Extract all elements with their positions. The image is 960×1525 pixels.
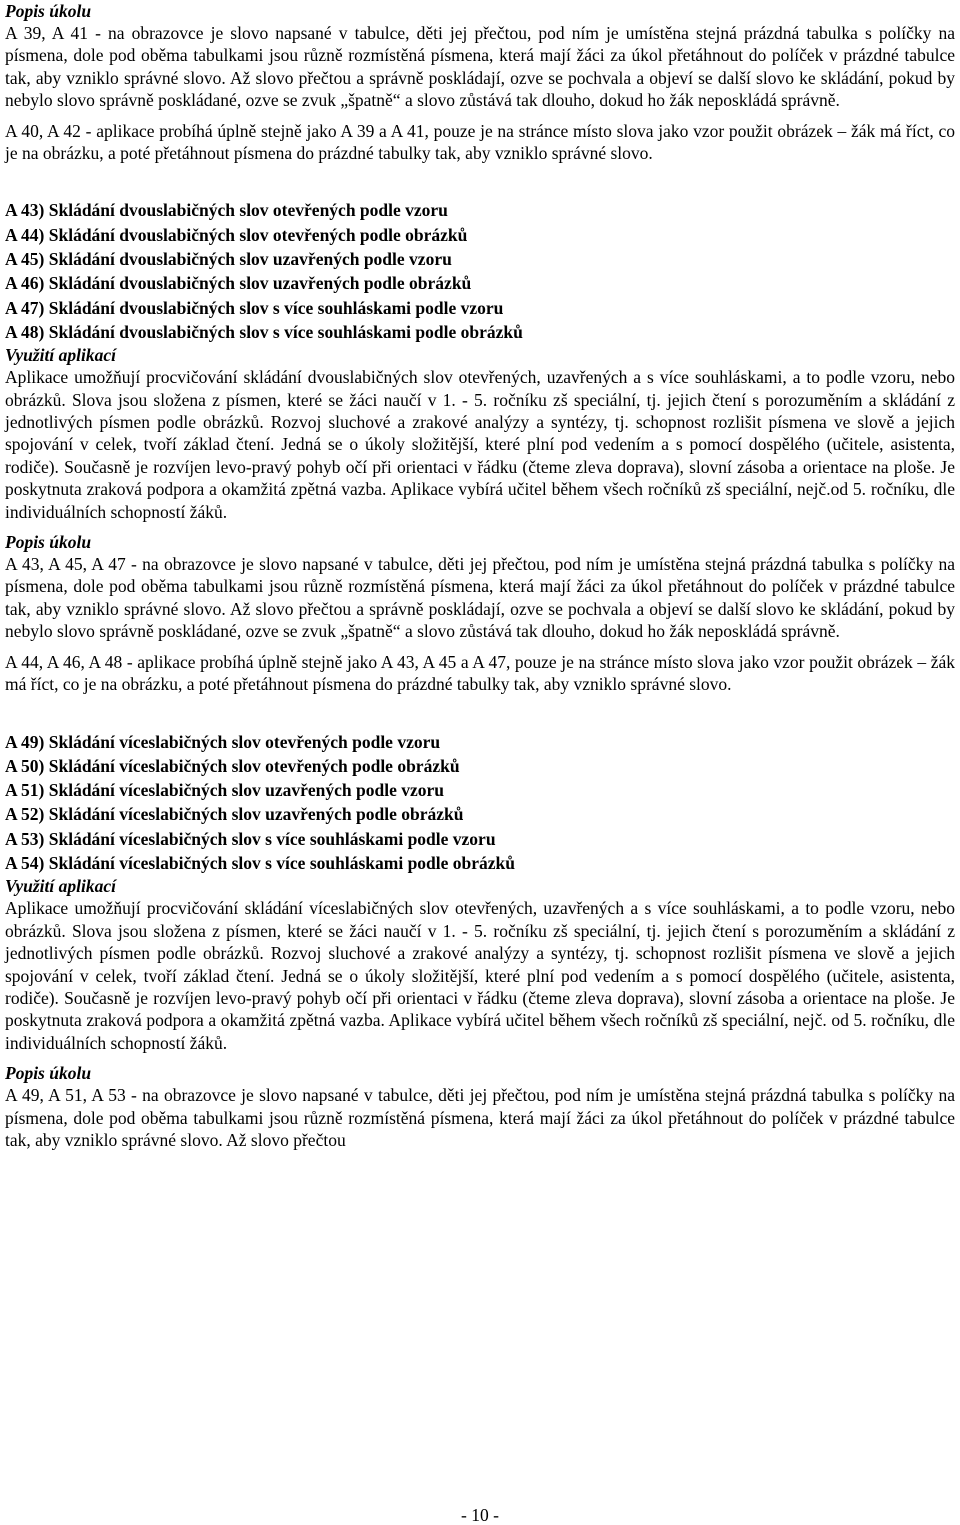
- task-description-heading: Popis úkolu: [5, 1063, 92, 1084]
- spacer: [5, 523, 955, 531]
- task-description-heading: Popis úkolu: [5, 1, 92, 21]
- application-list: [5, 198, 955, 344]
- application-title: A 43) Skládání dvouslabičných slov otevřených podle vzoru: [5, 200, 448, 221]
- spacer: [5, 1054, 955, 1062]
- application-title: A 47) Skládání dvouslabičných slov s více souhláskami podle vzoru: [5, 297, 504, 318]
- task-description-paragraph: A 44, A 46, A 48 - aplikace probíhá úplně stejně jako A 43, A 45 a A 47, pouze je na stránce místo slova jako vzor použit obrázek – žák má říct, co je na obrázku, a poté přetáhnout písmena do prázdné tabulky tak, aby vzniklo správné slovo.: [5, 651, 955, 695]
- application-title: A 52) Skládání víceslabičných slov uzavřených podle obrázků: [5, 804, 464, 825]
- usage-paragraph: Aplikace umožňují procvičování skládání dvouslabičných slov otevřených, uzavřených a s více souhláskami, a to podle vzoru, nebo obrázků. Slova jsou složena z písmen, které se žáci naučí v 1. - 5. ročníku zš speciální, tj. jejich čtení s porozuměním a skládání z jednotlivých písmen podle obrázků. Rozvoj sluchové a zrakové analýzy a syntézy, tj. schopnost rozlišit písmena ve slově a jejich spojování v celek, tvoří základ čtení. Jedná se o úkoly složitější, které plní pod vedením a s pomocí dospělého (učitele, asistenta, rodiče). Současně je rozvíjen levo-pravý pohyb očí při orientaci v řádku (čteme zleva doprava), slovní zásoba a orientace na ploše. Je poskytnuta zraková podpora a okamžitá zpětná vazba. Aplikace vybírá učitel během všech ročníků zš speciální, nejč.od 5. ročníku, dle individuálních schopností žáků.: [5, 367, 955, 522]
- spacer: [5, 696, 955, 730]
- usage-paragraph: Aplikace umožňují procvičování skládání víceslabičných slov otevřených, uzavřených a s více souhláskami, a to podle vzoru, nebo obrázků. Slova jsou složena z písmen, které se žáci naučí v 1. - 5. ročníku zš speciální, tj. jejich čtení s porozuměním a skládání z jednotlivých písmen podle obrázků. Rozvoj sluchové a zrakové analýzy a syntézy, tj. schopnost rozlišit písmena ve slově a jejich spojování v celek, tvoří základ čtení. Jedná se o úkoly složitější, které plní pod vedením a s pomocí dospělého (učitele, asistenta, rodiče). Současně je rozvíjen levo-pravý pohyb očí při orientaci v řádku (čteme zleva doprava), slovní zásoba a orientace na ploše. Je poskytnuta zraková podpora a okamžitá zpětná vazba. Aplikace vybírá učitel během všech ročníků zš speciální, nejč. od 5. ročníku, dle individuálních schopností žáků.: [5, 898, 955, 1053]
- task-description-paragraph: A 49, A 51, A 53 - na obrazovce je slovo napsané v tabulce, děti jej přečtou, pod ním je umístěna stejná prázdná tabulka s políčky na písmena, dole pod oběma tabulkami jsou různě rozmístěná písmena, která mají žáci za úkol přetáhnout do políček v prázdné tabulce tak, aby vzniklo správné slovo. Až slovo přečtou: [5, 1085, 955, 1150]
- spacer: [5, 164, 955, 198]
- spacer: [5, 643, 955, 651]
- usage-heading: Využití aplikací: [5, 876, 116, 897]
- task-description-paragraph: A 43, A 45, A 47 - na obrazovce je slovo napsané v tabulce, děti jej přečtou, pod ním je umístěna stejná prázdná tabulka s políčky na písmena, dole pod oběma tabulkami jsou různě rozmístěná písmena, která mají žáci za úkol přetáhnout do políček v prázdné tabulce tak, aby vzniklo správné slovo. Až slovo přečtou a správně poskládají, ozve se pochvala a objeví se další slovo ke skládání, pokud by nebylo slovo správně poskládané, ozve se zvuk „špatně“ a slovo zůstává tak dlouho, dokud ho žák neposkládá správně.: [5, 554, 955, 642]
- usage-heading: Využití aplikací: [5, 345, 116, 366]
- application-list: [5, 730, 955, 876]
- task-description-paragraph: A 39, A 41 - na obrazovce je slovo napsané v tabulce, děti jej přečtou, pod ním je umístěna stejná prázdná tabulka s políčky na písmena, dole pod oběma tabulkami jsou různě rozmístěná písmena, která mají žáci za úkol přetáhnout do políček v prázdné tabulce tak, aby vzniklo správné slovo. Až slovo přečtou a správně poskládají, ozve se pochvala a objeví se další slovo ke skládání, pokud by nebylo slovo správně poskládané, ozve se zvuk „špatně“ a slovo zůstává tak dlouho, dokud ho žák neposkládá správně.: [5, 23, 955, 111]
- task-description-heading: Popis úkolu: [5, 532, 92, 553]
- application-title: A 44) Skládání dvouslabičných slov otevřených podle obrázků: [5, 224, 468, 245]
- application-title: A 46) Skládání dvouslabičných slov uzavřených podle obrázků: [5, 273, 472, 294]
- application-title: A 51) Skládání víceslabičných slov uzavřených podle vzoru: [5, 780, 444, 801]
- application-title: A 45) Skládání dvouslabičných slov uzavřených podle vzoru: [5, 249, 452, 270]
- application-title: A 50) Skládání víceslabičných slov otevřených podle obrázků: [5, 755, 460, 776]
- page-number: - 10 -: [461, 1505, 499, 1525]
- application-title: A 53) Skládání víceslabičných slov s více souhláskami podle vzoru: [5, 828, 496, 849]
- task-description-paragraph: A 40, A 42 - aplikace probíhá úplně stejně jako A 39 a A 41, pouze je na stránce místo slova jako vzor použit obrázek – žák má říct, co je na obrázku, a poté přetáhnout písmena do prázdné tabulky tak, aby vzniklo správné slovo.: [5, 120, 955, 164]
- application-title: A 54) Skládání víceslabičných slov s více souhláskami podle obrázků: [5, 852, 516, 873]
- application-title: A 48) Skládání dvouslabičných slov s více souhláskami podle obrázků: [5, 321, 523, 342]
- spacer: [5, 112, 955, 120]
- application-title: A 49) Skládání víceslabičných slov otevřených podle vzoru: [5, 731, 441, 752]
